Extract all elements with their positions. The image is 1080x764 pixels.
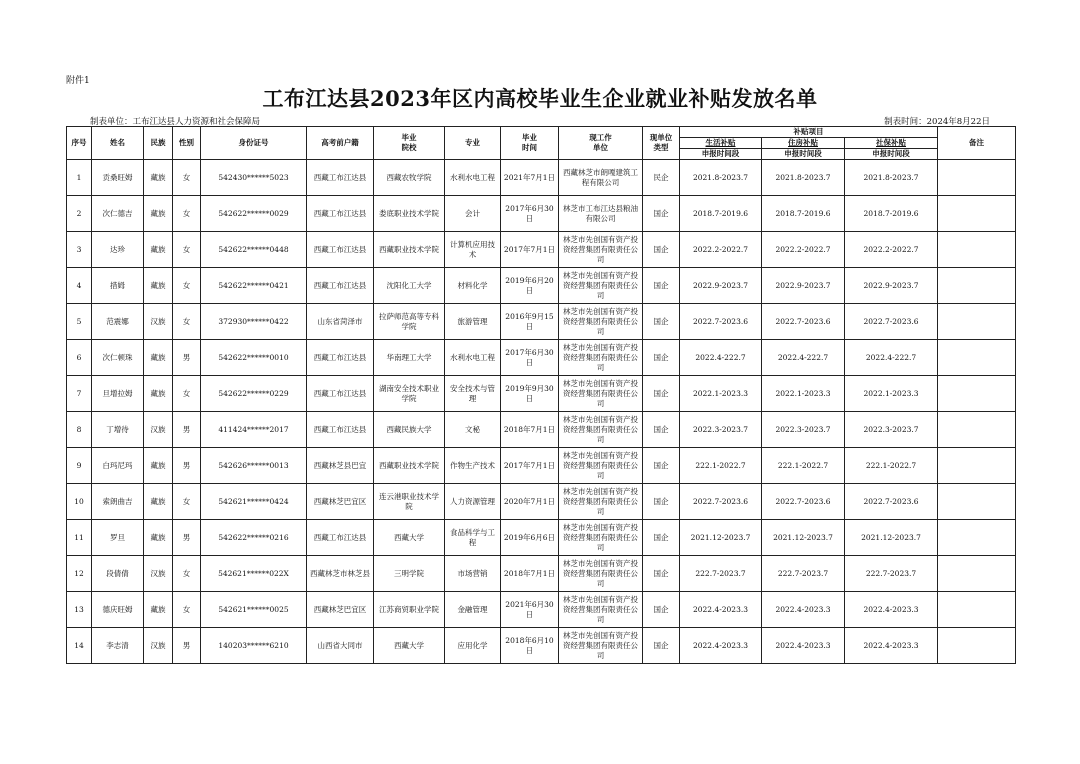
cell-grad-time: 2017年6月30日 (501, 340, 559, 376)
cell-remark (938, 412, 1016, 448)
cell-employer: 林芝市先创国有资产投资经营集团有限责任公司 (559, 448, 643, 484)
cell-gender: 男 (173, 412, 201, 448)
cell-school: 西藏职业技术学院 (374, 448, 445, 484)
document-title: 工布江达县2023年区内高校毕业生企业就业补贴发放名单 (262, 86, 818, 111)
cell-ethnicity: 汉族 (144, 304, 173, 340)
cell-index: 7 (67, 376, 92, 412)
cell-grad-time: 2021年6月30日 (501, 592, 559, 628)
table-row (67, 304, 1016, 340)
header-grad-time: 毕业 时间 (501, 127, 559, 160)
cell-social-period: 2021.8-2023.7 (845, 160, 938, 196)
header-name: 姓名 (92, 127, 144, 160)
cell-remark (938, 448, 1016, 484)
attachment-label: 附件1 (66, 76, 90, 86)
cell-living-period: 2022.4-222.7 (680, 340, 762, 376)
cell-gender: 女 (173, 196, 201, 232)
cell-school: 拉萨师范高等专科学院 (374, 304, 445, 340)
cell-ethnicity: 汉族 (144, 556, 173, 592)
cell-living-period: 2022.2-2022.7 (680, 232, 762, 268)
cell-housing-period: 2021.12-2023.7 (762, 520, 845, 556)
table-row (67, 412, 1016, 448)
cell-domicile: 西藏工布江达县 (307, 232, 374, 268)
header-unit-type: 现单位 类型 (643, 127, 680, 160)
cell-living-period: 2022.7-2023.6 (680, 304, 762, 340)
cell-employer: 林芝市先创国有资产投资经营集团有限责任公司 (559, 376, 643, 412)
cell-domicile: 西藏林芝巴宜区 (307, 484, 374, 520)
cell-grad-time: 2016年9月15日 (501, 304, 559, 340)
cell-major: 作物生产技术 (445, 448, 501, 484)
cell-social-period: 2021.12-2023.7 (845, 520, 938, 556)
cell-id: 542622******0229 (201, 376, 307, 412)
cell-unit-type: 国企 (643, 268, 680, 304)
cell-housing-period: 2022.9-2023.7 (762, 268, 845, 304)
cell-name: 段倩倩 (92, 556, 144, 592)
cell-name: 德庆旺姆 (92, 592, 144, 628)
cell-ethnicity: 藏族 (144, 484, 173, 520)
cell-employer: 林芝市先创国有资产投资经营集团有限责任公司 (559, 340, 643, 376)
cell-unit-type: 国企 (643, 484, 680, 520)
cell-social-period: 222.1-2022.7 (845, 448, 938, 484)
cell-name: 达珍 (92, 232, 144, 268)
cell-gender: 女 (173, 160, 201, 196)
cell-housing-period: 2022.4-2023.3 (762, 628, 845, 664)
header-major: 专业 (445, 127, 501, 160)
cell-gender: 女 (173, 592, 201, 628)
cell-major: 计算机应用技术 (445, 232, 501, 268)
cell-unit-type: 民企 (643, 160, 680, 196)
cell-grad-time: 2018年6月10日 (501, 628, 559, 664)
cell-grad-time: 2021年7月1日 (501, 160, 559, 196)
issue-date: 制表时间：2024年8月22日 (884, 117, 990, 127)
cell-major: 文秘 (445, 412, 501, 448)
header-subsidy-group: 补贴项目 (680, 127, 938, 138)
cell-grad-time: 2017年7月1日 (501, 232, 559, 268)
cell-school: 沈阳化工大学 (374, 268, 445, 304)
header-id: 身份证号 (201, 127, 307, 160)
cell-remark (938, 376, 1016, 412)
cell-housing-period: 2022.1-2023.3 (762, 376, 845, 412)
cell-ethnicity: 藏族 (144, 160, 173, 196)
cell-index: 10 (67, 484, 92, 520)
table-row (67, 520, 1016, 556)
cell-name: 旦增拉姆 (92, 376, 144, 412)
cell-remark (938, 484, 1016, 520)
cell-ethnicity: 汉族 (144, 412, 173, 448)
cell-unit-type: 国企 (643, 448, 680, 484)
cell-major: 金融管理 (445, 592, 501, 628)
cell-social-period: 222.7-2023.7 (845, 556, 938, 592)
cell-school: 三明学院 (374, 556, 445, 592)
cell-housing-period: 2022.3-2023.7 (762, 412, 845, 448)
cell-index: 3 (67, 232, 92, 268)
header-remarks: 备注 (938, 127, 1016, 160)
cell-ethnicity: 藏族 (144, 520, 173, 556)
cell-social-period: 2022.1-2023.3 (845, 376, 938, 412)
cell-id: 542626******0013 (201, 448, 307, 484)
cell-employer: 林芝市先创国有资产投资经营集团有限责任公司 (559, 304, 643, 340)
cell-ethnicity: 藏族 (144, 232, 173, 268)
cell-social-period: 2022.4-2023.3 (845, 592, 938, 628)
cell-unit-type: 国企 (643, 412, 680, 448)
cell-unit-type: 国企 (643, 520, 680, 556)
cell-grad-time: 2019年6月6日 (501, 520, 559, 556)
cell-school: 西藏民族大学 (374, 412, 445, 448)
cell-id: 542621******022X (201, 556, 307, 592)
header-employer: 现工作 单位 (559, 127, 643, 160)
cell-employer: 林芝市工布江达县粮油有限公司 (559, 196, 643, 232)
cell-employer: 林芝市先创国有资产投资经营集团有限责任公司 (559, 592, 643, 628)
cell-domicile: 西藏林芝县巴宜 (307, 448, 374, 484)
cell-employer: 林芝市先创国有资产投资经营集团有限责任公司 (559, 556, 643, 592)
cell-major: 食品科学与工程 (445, 520, 501, 556)
cell-id: 542622******0448 (201, 232, 307, 268)
cell-major: 水利水电工程 (445, 160, 501, 196)
cell-remark (938, 520, 1016, 556)
header-period-housing: 申报时间段 (762, 149, 845, 160)
cell-major: 旅游管理 (445, 304, 501, 340)
cell-employer: 林芝市先创国有资产投资经营集团有限责任公司 (559, 484, 643, 520)
cell-remark (938, 232, 1016, 268)
cell-unit-type: 国企 (643, 628, 680, 664)
cell-domicile: 西藏工布江达县 (307, 160, 374, 196)
cell-remark (938, 160, 1016, 196)
header-domicile: 高考前户籍 (307, 127, 374, 160)
cell-school: 西藏大学 (374, 628, 445, 664)
cell-grad-time: 2020年7月1日 (501, 484, 559, 520)
cell-index: 5 (67, 304, 92, 340)
table-row (67, 628, 1016, 664)
cell-unit-type: 国企 (643, 304, 680, 340)
cell-employer: 林芝市先创国有资产投资经营集团有限责任公司 (559, 268, 643, 304)
cell-index: 4 (67, 268, 92, 304)
cell-gender: 女 (173, 268, 201, 304)
header-school: 毕业 院校 (374, 127, 445, 160)
cell-major: 市场营销 (445, 556, 501, 592)
cell-housing-period: 222.1-2022.7 (762, 448, 845, 484)
cell-domicile: 西藏工布江达县 (307, 196, 374, 232)
cell-id: 140203******6210 (201, 628, 307, 664)
cell-living-period: 222.7-2023.7 (680, 556, 762, 592)
cell-id: 542621******0424 (201, 484, 307, 520)
header-ethnicity: 民族 (144, 127, 173, 160)
table-row (67, 484, 1016, 520)
cell-major: 材料化学 (445, 268, 501, 304)
cell-school: 连云港职业技术学院 (374, 484, 445, 520)
cell-employer: 林芝市先创国有资产投资经营集团有限责任公司 (559, 520, 643, 556)
cell-ethnicity: 藏族 (144, 340, 173, 376)
cell-grad-time: 2018年7月1日 (501, 412, 559, 448)
cell-housing-period: 2022.7-2023.6 (762, 304, 845, 340)
cell-id: 542622******0010 (201, 340, 307, 376)
cell-name: 措姆 (92, 268, 144, 304)
cell-name: 次仁德吉 (92, 196, 144, 232)
cell-employer: 林芝市先创国有资产投资经营集团有限责任公司 (559, 232, 643, 268)
cell-housing-period: 2022.7-2023.6 (762, 484, 845, 520)
cell-employer: 林芝市先创国有资产投资经营集团有限责任公司 (559, 628, 643, 664)
cell-remark (938, 304, 1016, 340)
cell-social-period: 2022.4-222.7 (845, 340, 938, 376)
cell-grad-time: 2019年6月20日 (501, 268, 559, 304)
cell-unit-type: 国企 (643, 196, 680, 232)
cell-id: 542622******0216 (201, 520, 307, 556)
cell-name: 丁增待 (92, 412, 144, 448)
table-row (67, 160, 1016, 196)
cell-living-period: 2021.8-2023.7 (680, 160, 762, 196)
header-living: 生活补贴 (680, 138, 762, 149)
cell-school: 西藏职业技术学院 (374, 232, 445, 268)
cell-name: 索朗曲吉 (92, 484, 144, 520)
cell-employer: 西藏林芝市朗嘎建筑工程有限公司 (559, 160, 643, 196)
cell-index: 11 (67, 520, 92, 556)
header-housing: 住房补贴 (762, 138, 845, 149)
cell-domicile: 西藏林芝巴宜区 (307, 592, 374, 628)
cell-social-period: 2022.9-2023.7 (845, 268, 938, 304)
cell-grad-time: 2018年7月1日 (501, 556, 559, 592)
cell-id: 542622******0421 (201, 268, 307, 304)
cell-domicile: 山东省菏泽市 (307, 304, 374, 340)
cell-living-period: 2018.7-2019.6 (680, 196, 762, 232)
cell-social-period: 2018.7-2019.6 (845, 196, 938, 232)
cell-domicile: 西藏工布江达县 (307, 412, 374, 448)
cell-name: 次仁顿珠 (92, 340, 144, 376)
cell-domicile: 西藏林芝市林芝县 (307, 556, 374, 592)
cell-employer: 林芝市先创国有资产投资经营集团有限责任公司 (559, 412, 643, 448)
cell-housing-period: 222.7-2023.7 (762, 556, 845, 592)
cell-domicile: 西藏工布江达县 (307, 268, 374, 304)
cell-id: 542621******0025 (201, 592, 307, 628)
cell-school: 西藏大学 (374, 520, 445, 556)
cell-gender: 女 (173, 556, 201, 592)
cell-living-period: 2022.1-2023.3 (680, 376, 762, 412)
cell-remark (938, 196, 1016, 232)
cell-living-period: 2022.3-2023.7 (680, 412, 762, 448)
cell-living-period: 2022.7-2023.6 (680, 484, 762, 520)
cell-name: 白玛尼玛 (92, 448, 144, 484)
cell-housing-period: 2021.8-2023.7 (762, 160, 845, 196)
cell-unit-type: 国企 (643, 340, 680, 376)
cell-major: 应用化学 (445, 628, 501, 664)
cell-id: 411424******2017 (201, 412, 307, 448)
header-index: 序号 (67, 127, 92, 160)
cell-ethnicity: 藏族 (144, 196, 173, 232)
cell-gender: 男 (173, 340, 201, 376)
cell-school: 湖南安全技术职业学院 (374, 376, 445, 412)
header-gender: 性别 (173, 127, 201, 160)
cell-living-period: 222.1-2022.7 (680, 448, 762, 484)
table-row (67, 268, 1016, 304)
cell-name: 范震娜 (92, 304, 144, 340)
cell-domicile: 西藏工布江达县 (307, 520, 374, 556)
cell-name: 李志清 (92, 628, 144, 664)
cell-index: 14 (67, 628, 92, 664)
cell-remark (938, 268, 1016, 304)
cell-school: 西藏农牧学院 (374, 160, 445, 196)
cell-housing-period: 2022.4-222.7 (762, 340, 845, 376)
cell-major: 会计 (445, 196, 501, 232)
cell-gender: 女 (173, 484, 201, 520)
cell-unit-type: 国企 (643, 232, 680, 268)
cell-gender: 男 (173, 448, 201, 484)
header-period-living: 申报时间段 (680, 149, 762, 160)
cell-ethnicity: 汉族 (144, 628, 173, 664)
table-row (67, 232, 1016, 268)
cell-social-period: 2022.7-2023.6 (845, 304, 938, 340)
cell-index: 6 (67, 340, 92, 376)
table-row (67, 592, 1016, 628)
cell-index: 2 (67, 196, 92, 232)
issuing-unit: 制表单位：工布江达县人力资源和社会保障局 (90, 117, 261, 127)
cell-gender: 女 (173, 232, 201, 268)
header-social: 社保补贴 (845, 138, 938, 149)
cell-grad-time: 2019年9月30日 (501, 376, 559, 412)
cell-name: 罗旦 (92, 520, 144, 556)
header-period-social: 申报时间段 (845, 149, 938, 160)
cell-index: 8 (67, 412, 92, 448)
cell-domicile: 西藏工布江达县 (307, 340, 374, 376)
cell-social-period: 2022.3-2023.7 (845, 412, 938, 448)
cell-id: 542622******0029 (201, 196, 307, 232)
cell-housing-period: 2022.2-2022.7 (762, 232, 845, 268)
cell-major: 水利水电工程 (445, 340, 501, 376)
cell-domicile: 西藏工布江达县 (307, 376, 374, 412)
table-row (67, 448, 1016, 484)
cell-living-period: 2022.9-2023.7 (680, 268, 762, 304)
subsidy-table (66, 126, 1016, 664)
cell-school: 江苏商贸职业学院 (374, 592, 445, 628)
cell-social-period: 2022.7-2023.6 (845, 484, 938, 520)
cell-ethnicity: 藏族 (144, 592, 173, 628)
cell-gender: 男 (173, 628, 201, 664)
cell-ethnicity: 藏族 (144, 376, 173, 412)
cell-remark (938, 556, 1016, 592)
table-row (67, 340, 1016, 376)
cell-remark (938, 592, 1016, 628)
cell-unit-type: 国企 (643, 592, 680, 628)
cell-gender: 男 (173, 520, 201, 556)
table-row (67, 376, 1016, 412)
cell-school: 娄底职业技术学院 (374, 196, 445, 232)
cell-unit-type: 国企 (643, 556, 680, 592)
cell-school: 华南理工大学 (374, 340, 445, 376)
cell-index: 12 (67, 556, 92, 592)
cell-major: 安全技术与管理 (445, 376, 501, 412)
cell-living-period: 2022.4-2023.3 (680, 592, 762, 628)
cell-index: 1 (67, 160, 92, 196)
cell-remark (938, 340, 1016, 376)
cell-grad-time: 2017年7月1日 (501, 448, 559, 484)
cell-index: 9 (67, 448, 92, 484)
cell-domicile: 山西省大同市 (307, 628, 374, 664)
cell-grad-time: 2017年6月30日 (501, 196, 559, 232)
cell-housing-period: 2022.4-2023.3 (762, 592, 845, 628)
cell-gender: 女 (173, 304, 201, 340)
cell-housing-period: 2018.7-2019.6 (762, 196, 845, 232)
cell-living-period: 2021.12-2023.7 (680, 520, 762, 556)
cell-ethnicity: 藏族 (144, 268, 173, 304)
cell-ethnicity: 藏族 (144, 448, 173, 484)
cell-social-period: 2022.2-2022.7 (845, 232, 938, 268)
cell-index: 13 (67, 592, 92, 628)
cell-living-period: 2022.4-2023.3 (680, 628, 762, 664)
table-row (67, 556, 1016, 592)
cell-gender: 女 (173, 376, 201, 412)
cell-name: 贡桑旺姆 (92, 160, 144, 196)
cell-id: 372930******0422 (201, 304, 307, 340)
cell-major: 人力资源管理 (445, 484, 501, 520)
cell-id: 542430******5023 (201, 160, 307, 196)
table-row (67, 196, 1016, 232)
cell-remark (938, 628, 1016, 664)
cell-unit-type: 国企 (643, 376, 680, 412)
cell-social-period: 2022.4-2023.3 (845, 628, 938, 664)
